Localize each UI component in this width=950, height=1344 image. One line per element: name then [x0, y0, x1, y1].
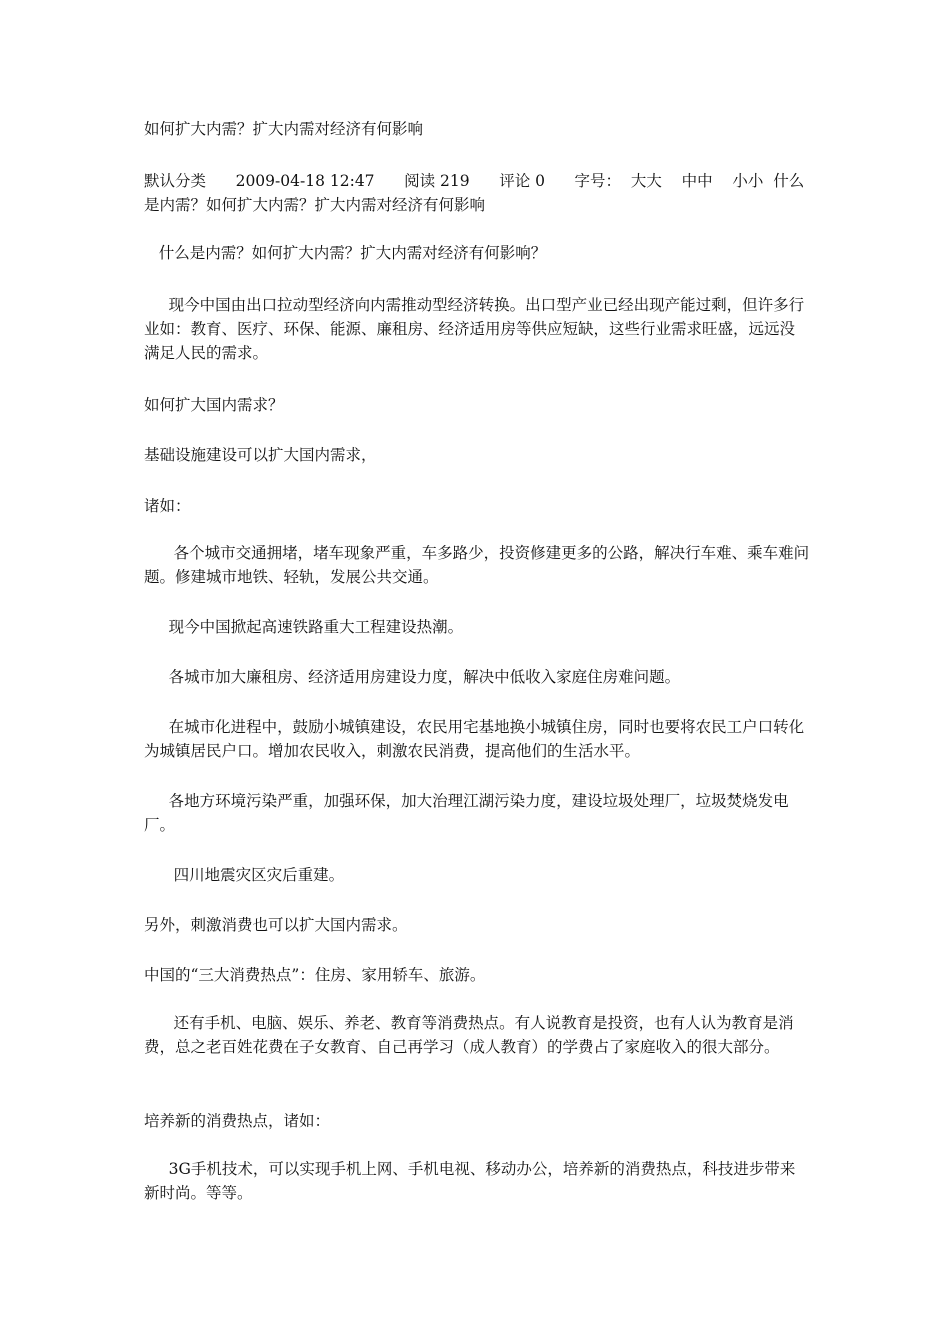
read-count: 阅读 219 [404, 172, 470, 190]
paragraph-economy-shift: 现今中国由出口拉动型经济向内需推动型经济转换。出口型产业已经出现产能过剩，但许多行业如：教育、医疗、环保、能源、廉租房、经济适用房等供应短缺，这些行业需求旺盛，远远没满足人民的需求。 [144, 296, 805, 362]
paragraph-intro-question: 什么是内需？如何扩大内需？扩大内需对经济有何影响？ [144, 244, 547, 262]
font-size-medium-link[interactable]: 中中 [681, 172, 713, 190]
paragraph-how-expand: 如何扩大国内需求？ [144, 396, 284, 414]
paragraph-three-hotspots: 中国的“三大消费热点”：住房、家用轿车、旅游。 [144, 966, 486, 984]
post-heading-repeat: 什么是内需？如何扩大内需？扩大内需对经济有何影响 [144, 172, 805, 214]
paragraph-environment: 各地方环境污染严重，加强环保，加大治理江湖污染力度，建设垃圾处理厂，垃圾焚烧发电厂。 [144, 792, 789, 834]
paragraph-other-hotspots: 还有手机、电脑、娱乐、养老、教育等消费热点。有人说教育是投资，也有人认为教育是消费，总之老百姓花费在子女教育、自己再学习（成人教育）的学费占了家庭收入的很大部分。 [144, 1014, 794, 1056]
paragraph-housing: 各城市加大廉租房、经济适用房建设力度，解决中低收入家庭住房难问题。 [144, 668, 681, 686]
paragraph-3g: 3G手机技术，可以实现手机上网、手机电视、移动办公，培养新的消费热点，科技进步带来新时尚。等等。 [144, 1160, 796, 1202]
paragraph-sichuan: 四川地震灾区灾后重建。 [144, 866, 345, 884]
post-datetime: 2009-04-18 12:47 [235, 172, 375, 190]
paragraph-high-speed-rail: 现今中国掀起高速铁路重大工程建设热潮。 [144, 618, 464, 636]
font-size-small-link[interactable]: 小小 [732, 172, 764, 190]
paragraph-infrastructure: 基础设施建设可以扩大国内需求， [144, 446, 377, 464]
document-title: 如何扩大内需？扩大内需对经济有何影响 [144, 120, 424, 138]
paragraph-traffic: 各个城市交通拥堵，堵车现象严重，车多路少，投资修建更多的公路，解决行车难、乘车难问题。修建城市地铁、轻轨，发展公共交通。 [144, 544, 810, 586]
paragraph-new-hotspots: 培养新的消费热点，诸如： [144, 1112, 331, 1130]
paragraph-such-as: 诸如： [144, 497, 191, 515]
paragraph-urbanization: 在城市化进程中，鼓励小城镇建设，农民用宅基地换小城镇住房，同时也要将农民工户口转化为城镇居民户口。增加农民收入，刺激农民消费，提高他们的生活水平。 [144, 718, 805, 760]
font-size-label: 字号： [574, 172, 622, 190]
paragraph-consumption: 另外，刺激消费也可以扩大国内需求。 [144, 916, 408, 934]
font-size-large-link[interactable]: 大大 [630, 172, 662, 190]
category-label[interactable]: 默认分类 [144, 172, 207, 190]
comment-count[interactable]: 评论 0 [499, 172, 545, 190]
post-meta [144, 169, 810, 217]
